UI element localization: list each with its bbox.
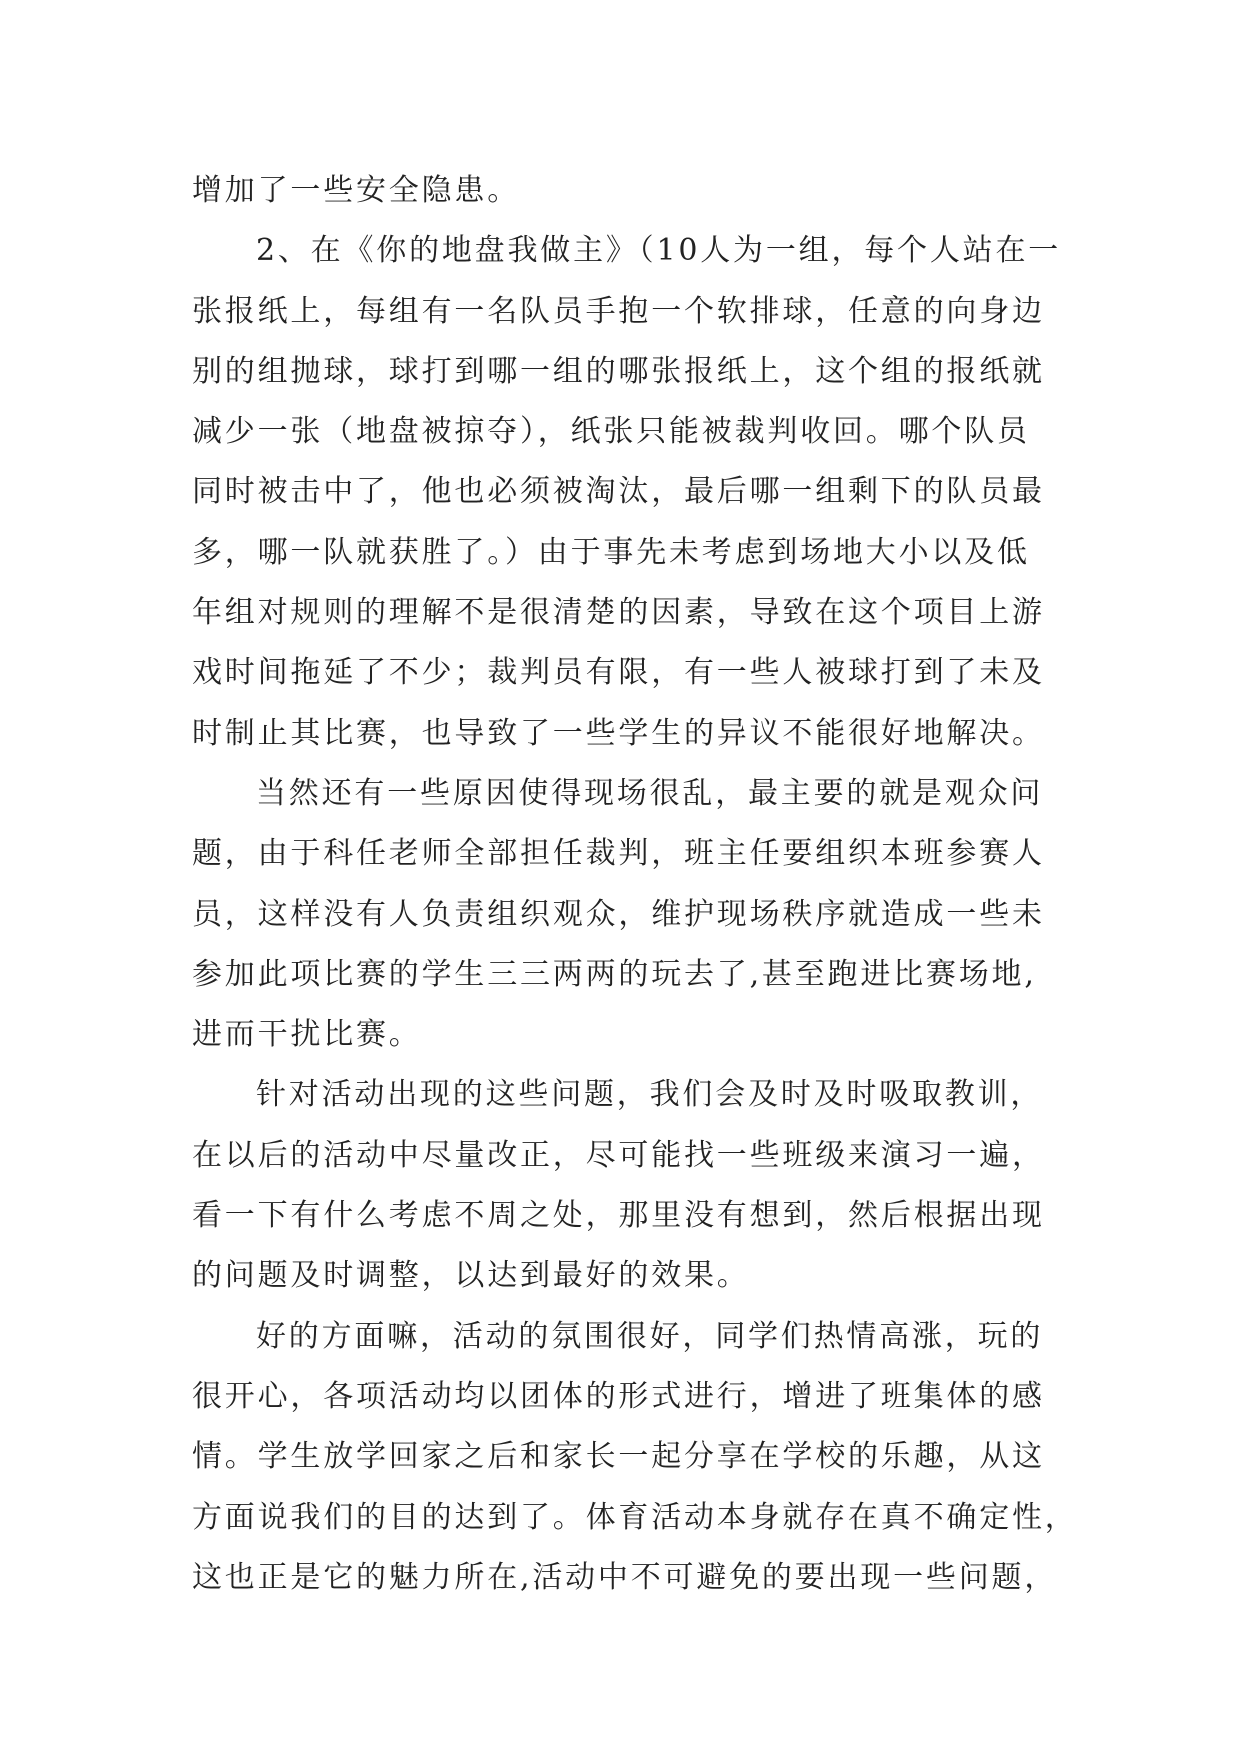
text-line: 别的组抛球，球打到哪一组的哪张报纸上，这个组的报纸就 xyxy=(192,353,1045,389)
text-line: 减少一张（地盘被掠夺），纸张只能被裁判收回。哪个队员 xyxy=(192,414,1030,450)
text-line: 戏时间拖延了不少；裁判员有限，有一些人被球打到了未及 xyxy=(192,655,1045,691)
text-line: 张报纸上，每组有一名队员手抱一个软排球，任意的向身边 xyxy=(192,293,1045,329)
text-line: 同时被击中了，他也必须被淘汰，最后哪一组剩下的队员最 xyxy=(192,474,1045,510)
text-line: 增加了一些安全隐患。 xyxy=(192,173,520,208)
text-line: 看一下有什么考虑不周之处，那里没有想到，然后根据出现 xyxy=(192,1198,1045,1234)
text-line: 方面说我们的目的达到了。体育活动本身就存在真不确定性， xyxy=(192,1499,1078,1535)
text-line: 很开心，各项活动均以团体的形式进行，增进了班集体的感 xyxy=(192,1378,1045,1414)
text-line: 年组对规则的理解不是很清楚的因素，导致在这个项目上游 xyxy=(192,595,1045,631)
text-line: 在以后的活动中尽量改正，尽可能找一些班级来演习一遍， xyxy=(192,1137,1045,1173)
text-line: 好的方面嘛，活动的氛围很好，同学们热情高涨，玩的 xyxy=(256,1318,1044,1354)
text-line: 针对活动出现的这些问题，我们会及时及时吸取教训， xyxy=(256,1077,1044,1113)
text-line: 员，这样没有人负责组织观众，维护现场秩序就造成一些未 xyxy=(192,896,1045,932)
text-line: 当然还有一些原因使得现场很乱，最主要的就是观众问 xyxy=(256,775,1044,811)
text-line: 情。学生放学回家之后和家长一起分享在学校的乐趣，从这 xyxy=(192,1439,1045,1475)
text-line: 这也正是它的魅力所在,活动中不可避免的要出现一些问题， xyxy=(192,1559,1058,1595)
text-line: 进而干扰比赛。 xyxy=(192,1017,422,1053)
text-line: 多，哪一队就获胜了。）由于事先未考虑到场地大小以及低 xyxy=(192,534,1030,570)
body-text xyxy=(192,161,1078,1608)
text-line: 题，由于科任老师全部担任裁判，班主任要组织本班参赛人 xyxy=(192,836,1045,872)
text-line: 的问题及时调整，以达到最好的效果。 xyxy=(192,1258,750,1294)
text-line: 时制止其比赛，也导致了一些学生的异议不能很好地解决。 xyxy=(192,715,1045,751)
text-line: 2、在《你的地盘我做主》（10人为一组，每个人站在一 xyxy=(256,233,1062,269)
text-line: 参加此项比赛的学生三三两两的玩去了,甚至跑进比赛场地, xyxy=(192,956,1037,992)
